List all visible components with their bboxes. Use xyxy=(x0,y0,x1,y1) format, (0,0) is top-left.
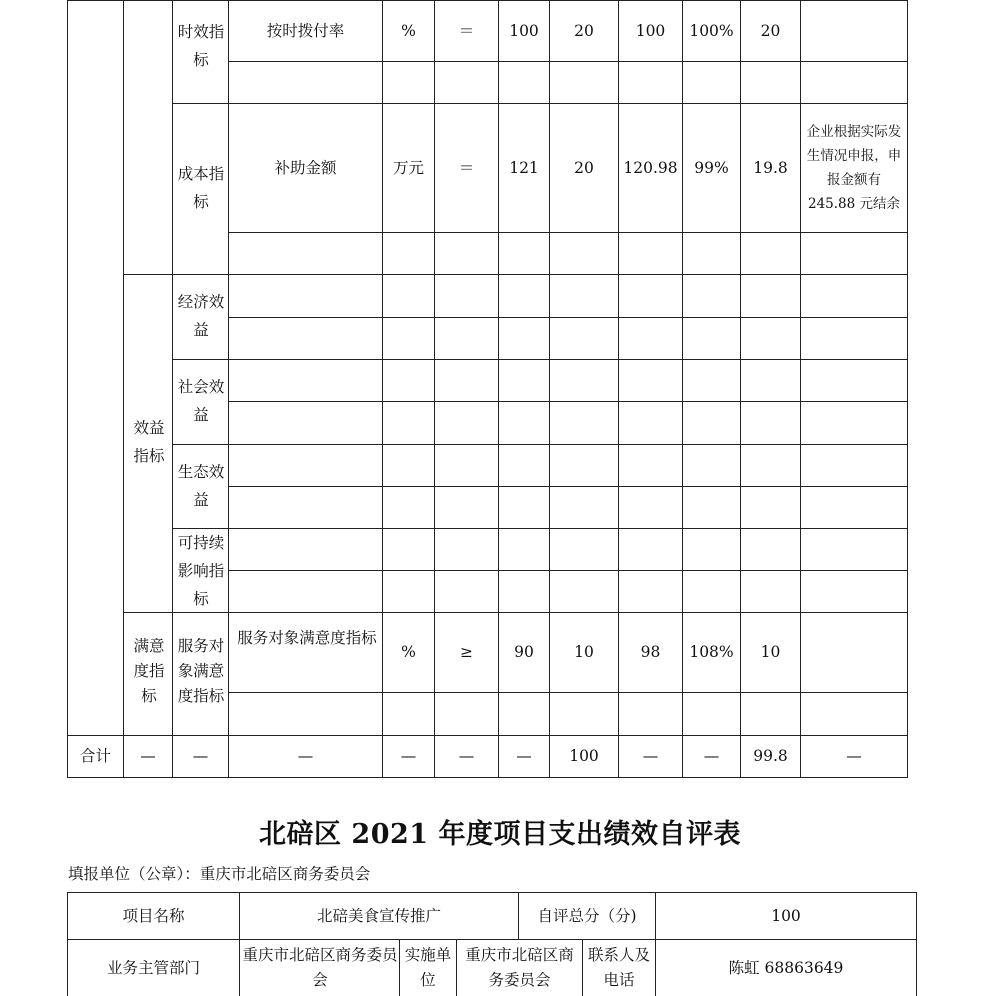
project-name-label: 项目名称 xyxy=(122,906,185,925)
timeliness-indicator: 按时拨付率 xyxy=(266,21,345,40)
cost-target: 121 xyxy=(509,158,539,177)
cost-indicator: 补助金额 xyxy=(274,158,337,177)
total-dash: — xyxy=(192,747,209,765)
contact-label: 联系人及电话 xyxy=(587,946,650,989)
implementer: 重庆市北碚区商务委员会 xyxy=(465,946,574,989)
cost-category: 成本指标 xyxy=(177,165,225,211)
total-dash: — xyxy=(846,747,862,765)
sustainable-impact-label: 可持续影响指标 xyxy=(177,534,225,608)
form-title: 北碚区 2021 年度项目支出绩效自评表 xyxy=(259,819,741,850)
timeliness-operator: ＝ xyxy=(458,21,475,40)
total-label: 合计 xyxy=(79,747,111,765)
timeliness-score: 20 xyxy=(760,21,781,40)
total-dash: — xyxy=(703,747,720,765)
project-name: 北碚美食宣传推广 xyxy=(316,906,441,925)
timeliness-actual: 100 xyxy=(635,21,666,40)
satisfaction-rate: 108% xyxy=(689,643,734,661)
contact: 陈虹 68863649 xyxy=(728,958,844,977)
total-dash: — xyxy=(458,747,475,765)
satisfaction-indicator: 服务对象满意度指标 xyxy=(237,629,377,647)
implementer-label: 实施单位 xyxy=(404,946,452,989)
total-weight: 100 xyxy=(569,747,599,765)
cost-actual: 120.98 xyxy=(623,158,678,177)
economic-benefit-label: 经济效益 xyxy=(177,293,225,339)
cost-score: 19.8 xyxy=(753,158,788,177)
cost-note: 企业根据实际发生情况申报，申报金额有 245.88 元结余 xyxy=(806,124,902,212)
ecological-benefit-label: 生态效益 xyxy=(177,463,225,509)
total-dash: — xyxy=(516,747,532,765)
satisfaction-unit: % xyxy=(401,643,416,661)
benefit-group-label: 效益指标 xyxy=(133,419,165,465)
self-score: 100 xyxy=(771,906,801,925)
satisfaction-weight: 10 xyxy=(574,643,594,661)
cost-operator: ＝ xyxy=(458,158,475,177)
timeliness-unit: % xyxy=(401,21,416,40)
satisfaction-actual: 98 xyxy=(640,643,661,661)
social-benefit-label: 社会效益 xyxy=(177,378,225,424)
timeliness-target: 100 xyxy=(509,21,539,40)
total-dash: — xyxy=(400,747,417,765)
total-score: 99.8 xyxy=(753,747,788,765)
total-dash: — xyxy=(140,747,156,765)
self-score-label: 自评总分（分) xyxy=(537,906,637,925)
cost-weight: 20 xyxy=(574,158,594,177)
total-dash: — xyxy=(642,747,659,765)
satisfaction-operator: ≥ xyxy=(460,643,473,661)
department: 重庆市北碚区商务委员会 xyxy=(242,946,398,989)
timeliness-weight: 20 xyxy=(574,21,594,40)
satisfaction-category: 服务对象满意度指标 xyxy=(177,637,225,705)
cost-rate: 99% xyxy=(694,158,729,177)
timeliness-rate: 100% xyxy=(689,21,734,40)
filler-unit: 填报单位（公章）：重庆市北碚区商务委员会 xyxy=(68,865,371,883)
satisfaction-target: 90 xyxy=(514,643,534,661)
satisfaction-group-label: 满意度指标 xyxy=(133,637,165,705)
timeliness-category: 时效指标 xyxy=(177,23,225,69)
total-dash: — xyxy=(297,747,314,765)
satisfaction-score: 10 xyxy=(760,643,781,661)
department-label: 业务主管部门 xyxy=(106,958,200,977)
cost-unit: 万元 xyxy=(392,158,424,177)
